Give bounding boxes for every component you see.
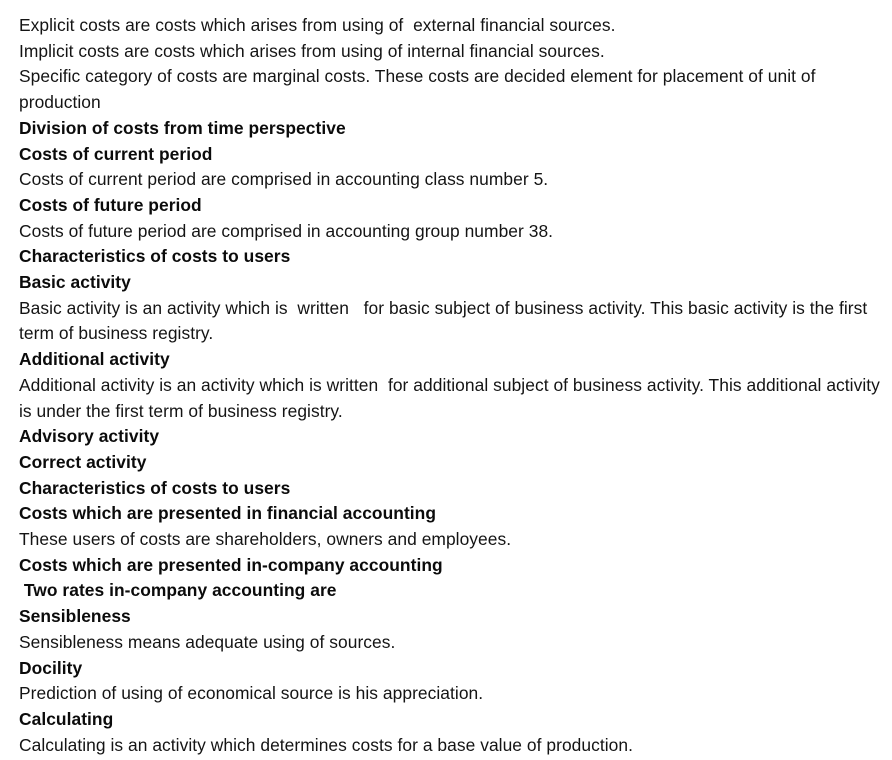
paragraph-marginal-costs: Specific category of costs are marginal costs. These costs are decided element for placement of unit of production (19, 66, 821, 113)
heading-calculating: Calculating (19, 708, 114, 729)
paragraph-users-of-costs: These users of costs are shareholders, owners and employees. (19, 529, 512, 550)
paragraph-explicit-costs: Explicit costs are costs which arises from using of external financial sources. (19, 15, 616, 35)
heading-sensibleness: Sensibleness (19, 606, 131, 627)
heading-two-rates: Two rates in-company accounting are (19, 580, 337, 601)
paragraph-calculating: Calculating is an activity which determines costs for a base value of production. (19, 734, 633, 755)
heading-characteristics-2: Characteristics of costs to users (19, 477, 291, 498)
heading-basic-activity: Basic activity (19, 272, 131, 293)
heading-correct-activity: Correct activity (19, 451, 147, 472)
document-body (19, 13, 885, 758)
paragraph-basic-activity: Basic activity is an activity which is written for basic subject of business activity. This basic activity is the first term of business registry. (19, 297, 873, 344)
heading-docility: Docility (19, 657, 83, 678)
paragraph-implicit-costs: Implicit costs are costs which arises from using of internal financial sources. (19, 40, 605, 61)
paragraph-current-period: Costs of current period are comprised in accounting class number 5. (19, 169, 549, 190)
paragraph-additional-activity: Additional activity is an activity which is written for additional subject of business activity. This additional activity is under the first term of business registry. (19, 374, 885, 421)
paragraph-docility: Prediction of using of economical source is his appreciation. (19, 683, 484, 704)
heading-additional-activity: Additional activity (19, 349, 170, 370)
paragraph-sensibleness: Sensibleness means adequate using of sources. (19, 631, 396, 652)
heading-current-period: Costs of current period (19, 143, 213, 164)
heading-financial-accounting: Costs which are presented in financial accounting (19, 503, 437, 524)
heading-division-of-costs: Division of costs from time perspective (19, 117, 346, 138)
paragraph-future-period: Costs of future period are comprised in accounting group number 38. (19, 220, 554, 241)
heading-in-company-accounting: Costs which are presented in-company accounting (19, 554, 443, 575)
heading-future-period: Costs of future period (19, 194, 202, 215)
heading-advisory-activity: Advisory activity (19, 426, 160, 447)
heading-characteristics-1: Characteristics of costs to users (19, 246, 291, 267)
